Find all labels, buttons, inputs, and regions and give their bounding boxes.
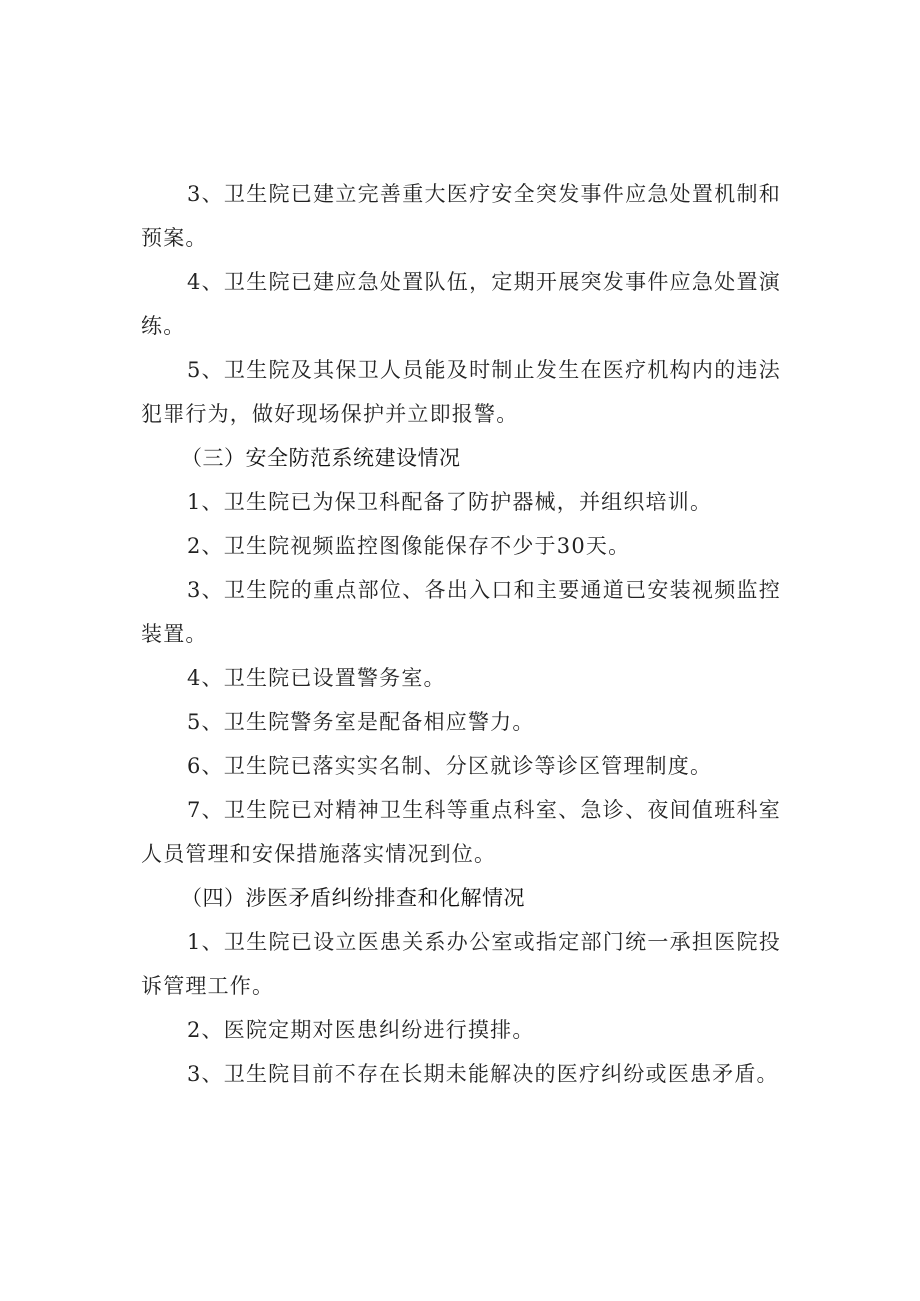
section-heading-dispute-resolution: （四）涉医矛盾纠纷排查和化解情况 <box>181 886 525 910</box>
paragraph-item: 7、卫生院已对精神卫生科等重点科室、急诊、夜间值班科室人员管理和安保措施落实情况到位。 <box>141 798 781 866</box>
paragraph-item: 3、卫生院已建立完善重大医疗安全突发事件应急处置机制和预案。 <box>141 182 781 250</box>
paragraph-item: 1、卫生院已设立医患关系办公室或指定部门统一承担医院投诉管理工作。 <box>141 930 781 998</box>
document-body <box>141 172 781 1096</box>
paragraph-item: 2、医院定期对医患纠纷进行摸排。 <box>187 1018 535 1042</box>
paragraph-item: 2、卫生院视频监控图像能保存不少于30天。 <box>187 534 631 558</box>
paragraph-item: 4、卫生院已设置警务室。 <box>187 666 446 690</box>
paragraph-item: 3、卫生院的重点部位、各出入口和主要通道已安装视频监控装置。 <box>141 578 781 646</box>
paragraph-item: 5、卫生院及其保卫人员能及时制止发生在医疗机构内的违法犯罪行为，做好现场保护并立即报警。 <box>141 358 781 426</box>
paragraph-item: 4、卫生院已建应急处置队伍，定期开展突发事件应急处置演练。 <box>141 270 781 338</box>
paragraph-item: 6、卫生院已落实实名制、分区就诊等诊区管理制度。 <box>187 754 713 778</box>
section-heading-security-system: （三）安全防范系统建设情况 <box>181 446 461 470</box>
paragraph-item: 1、卫生院已为保卫科配备了防护器械，并组织培训。 <box>187 490 713 514</box>
paragraph-item: 3、卫生院目前不存在长期未能解决的医疗纠纷或医患矛盾。 <box>187 1062 779 1086</box>
paragraph-item: 5、卫生院警务室是配备相应警力。 <box>187 710 535 734</box>
